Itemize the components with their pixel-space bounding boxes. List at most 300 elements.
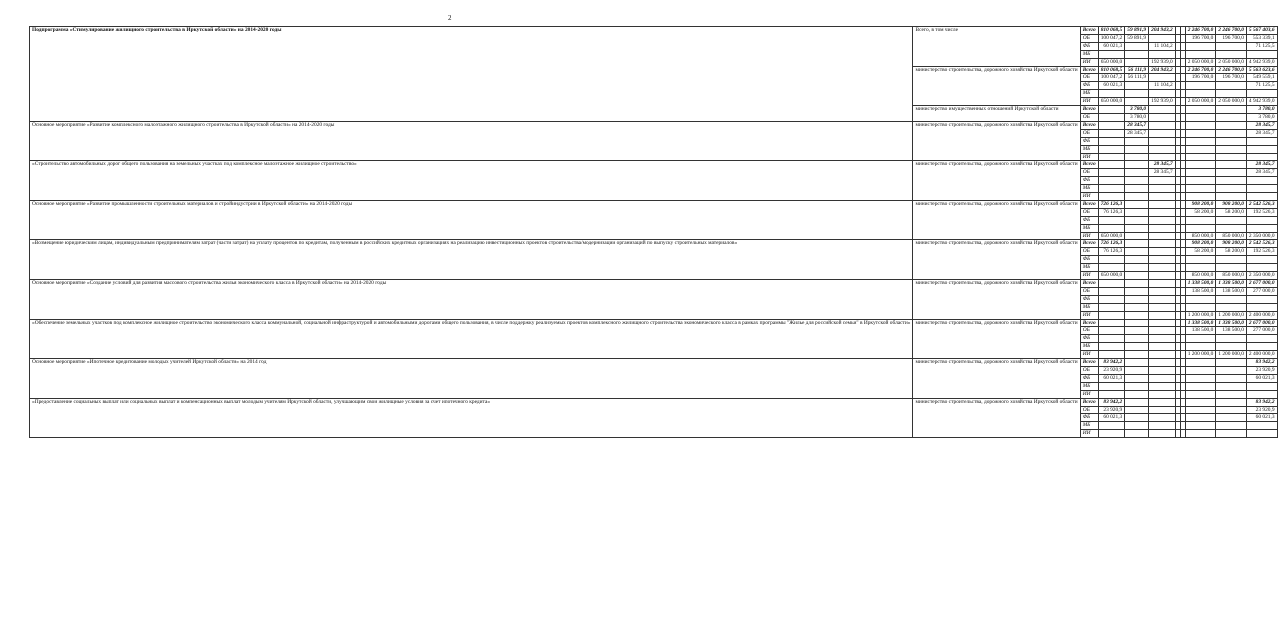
amount-cell: 60 021,3 <box>1246 374 1277 382</box>
amount-cell: 1 338 500,0 <box>1216 319 1247 327</box>
amount-cell: 850 000,0 <box>1216 272 1247 280</box>
amount-cell: 138 500,0 <box>1185 287 1216 295</box>
amount-cell: 3 780,0 <box>1125 106 1149 114</box>
amount-cell: 277 000,0 <box>1246 327 1277 335</box>
amount-cell <box>1185 359 1216 367</box>
executor-cell: министерство строительства, дорожного хозяйства Иркутской области <box>913 398 1080 438</box>
amount-cell <box>1098 351 1125 359</box>
amount-cell <box>1149 382 1176 390</box>
amount-cell: 1 338 500,0 <box>1185 280 1216 288</box>
amount-cell: 2 677 000,0 <box>1246 280 1277 288</box>
amount-cell <box>1149 137 1176 145</box>
amount-cell <box>1185 177 1216 185</box>
measure-name-cell: Подпрограмма «Стимулирование жилищного строительства в Иркутской области» на 2014-2020 годы <box>30 27 913 122</box>
executor-cell: министерство строительства, дорожного хозяйства Иркутской области <box>913 161 1080 201</box>
amount-cell: 192 526,3 <box>1246 208 1277 216</box>
amount-cell <box>1149 406 1176 414</box>
amount-cell <box>1149 106 1176 114</box>
funding-source-cell: ИИ <box>1080 430 1098 438</box>
measure-name-cell: «Строительство автомобильных дорог общего пользования на земельных участках под комплексное малоэтажное жилищное строительство» <box>30 161 913 201</box>
amount-cell <box>1246 185 1277 193</box>
amount-cell: 83 942,2 <box>1246 359 1277 367</box>
amount-cell <box>1149 232 1176 240</box>
amount-cell: 2 677 000,0 <box>1246 319 1277 327</box>
amount-cell: 196 700,0 <box>1185 34 1216 42</box>
amount-cell <box>1125 161 1149 169</box>
amount-cell <box>1125 327 1149 335</box>
amount-cell <box>1216 406 1247 414</box>
amount-cell <box>1185 303 1216 311</box>
amount-cell: 60 021,3 <box>1098 414 1125 422</box>
amount-cell: 204 943,2 <box>1149 66 1176 74</box>
amount-cell <box>1216 303 1247 311</box>
amount-cell <box>1246 177 1277 185</box>
amount-cell <box>1216 374 1247 382</box>
amount-cell <box>1149 177 1176 185</box>
amount-cell: 192 526,3 <box>1246 248 1277 256</box>
funding-source-cell: ИИ <box>1080 153 1098 161</box>
funding-source-cell: ОБ <box>1080 113 1098 121</box>
amount-cell: 1 200 000,0 <box>1185 351 1216 359</box>
amount-cell: 277 000,0 <box>1246 287 1277 295</box>
amount-cell <box>1125 366 1149 374</box>
amount-cell <box>1149 113 1176 121</box>
amount-cell <box>1246 137 1277 145</box>
amount-cell: 908 200,0 <box>1185 240 1216 248</box>
amount-cell <box>1125 343 1149 351</box>
amount-cell <box>1185 406 1216 414</box>
amount-cell: 2 400 000,0 <box>1246 311 1277 319</box>
amount-cell <box>1185 382 1216 390</box>
table-row <box>30 359 1278 367</box>
amount-cell <box>1216 256 1247 264</box>
amount-cell <box>1149 264 1176 272</box>
amount-cell <box>1185 82 1216 90</box>
funding-source-cell: ФБ <box>1080 414 1098 422</box>
amount-cell: 650 000,0 <box>1098 98 1125 106</box>
amount-cell <box>1149 303 1176 311</box>
amount-cell: 2 542 526,3 <box>1246 240 1277 248</box>
amount-cell <box>1185 295 1216 303</box>
amount-cell <box>1125 264 1149 272</box>
funding-source-cell: ФБ <box>1080 335 1098 343</box>
amount-cell <box>1098 50 1125 58</box>
amount-cell <box>1216 366 1247 374</box>
funding-source-cell: ОБ <box>1080 129 1098 137</box>
amount-cell: 1 200 000,0 <box>1185 311 1216 319</box>
amount-cell: 23 920,9 <box>1098 406 1125 414</box>
amount-cell <box>1185 129 1216 137</box>
amount-cell <box>1185 343 1216 351</box>
amount-cell <box>1125 382 1149 390</box>
funding-source-cell: ИИ <box>1080 58 1098 66</box>
amount-cell <box>1125 232 1149 240</box>
amount-cell <box>1216 224 1247 232</box>
amount-cell: 850 000,0 <box>1216 232 1247 240</box>
amount-cell: 138 500,0 <box>1216 287 1247 295</box>
amount-cell: 60 021,3 <box>1098 82 1125 90</box>
amount-cell <box>1149 256 1176 264</box>
amount-cell <box>1246 90 1277 98</box>
amount-cell <box>1125 177 1149 185</box>
funding-source-cell: ФБ <box>1080 295 1098 303</box>
amount-cell <box>1149 34 1176 42</box>
amount-cell: 650 000,0 <box>1098 58 1125 66</box>
amount-cell: 2 246 700,0 <box>1216 27 1247 35</box>
amount-cell <box>1216 169 1247 177</box>
amount-cell <box>1098 382 1125 390</box>
amount-cell <box>1185 121 1216 129</box>
amount-cell: 908 200,0 <box>1216 200 1247 208</box>
amount-cell <box>1149 430 1176 438</box>
amount-cell <box>1149 224 1176 232</box>
amount-cell <box>1216 382 1247 390</box>
funding-source-cell: ОБ <box>1080 34 1098 42</box>
amount-cell <box>1246 145 1277 153</box>
amount-cell <box>1216 185 1247 193</box>
amount-cell <box>1185 366 1216 374</box>
amount-cell <box>1246 224 1277 232</box>
amount-cell <box>1125 90 1149 98</box>
funding-source-cell: МБ <box>1080 303 1098 311</box>
amount-cell <box>1098 430 1125 438</box>
funding-source-cell: ФБ <box>1080 42 1098 50</box>
funding-source-cell: МБ <box>1080 422 1098 430</box>
amount-cell: 59 891,9 <box>1125 27 1149 35</box>
amount-cell <box>1216 42 1247 50</box>
amount-cell <box>1125 311 1149 319</box>
measure-name-cell: «Возмещение юридическим лицам, индивидуальным предпринимателям затрат (части затрат) на уплату процентов по кредитам, полученным в российских кредитных организациях на реализацию инвестиционных проектов строительства/модернизации организаций по выпуску строительных материалов» <box>30 240 913 280</box>
amount-cell <box>1125 319 1149 327</box>
funding-source-cell: Всего <box>1080 161 1098 169</box>
amount-cell <box>1149 359 1176 367</box>
executor-cell: министерство строительства, дорожного хозяйства Иркутской области <box>913 121 1080 161</box>
amount-cell <box>1125 280 1149 288</box>
amount-cell <box>1098 129 1125 137</box>
amount-cell: 3 780,0 <box>1246 106 1277 114</box>
amount-cell <box>1216 106 1247 114</box>
amount-cell <box>1185 193 1216 201</box>
amount-cell <box>1185 185 1216 193</box>
amount-cell <box>1185 216 1216 224</box>
amount-cell <box>1125 185 1149 193</box>
measure-name-cell: Основное мероприятие «Создание условий для развития массового строительства жилья экономического класса в Иркутской области» на 2014-2020 годы <box>30 280 913 320</box>
executor-cell: министерство имущественных отношений Иркутской области <box>913 106 1080 122</box>
funding-source-cell: ОБ <box>1080 406 1098 414</box>
funding-source-cell: ОБ <box>1080 366 1098 374</box>
amount-cell <box>1149 208 1176 216</box>
amount-cell <box>1125 240 1149 248</box>
amount-cell <box>1246 193 1277 201</box>
amount-cell: 58 200,0 <box>1185 248 1216 256</box>
amount-cell <box>1185 169 1216 177</box>
amount-cell: 60 021,3 <box>1246 414 1277 422</box>
amount-cell <box>1246 153 1277 161</box>
executor-cell: министерство строительства, дорожного хозяйства Иркутской области <box>913 200 1080 240</box>
amount-cell <box>1185 50 1216 58</box>
funding-source-cell: МБ <box>1080 185 1098 193</box>
amount-cell: 28 345,7 <box>1246 161 1277 169</box>
amount-cell <box>1185 256 1216 264</box>
amount-cell <box>1149 311 1176 319</box>
amount-cell <box>1098 224 1125 232</box>
amount-cell <box>1125 216 1149 224</box>
funding-source-cell: МБ <box>1080 224 1098 232</box>
amount-cell: 4 942 939,0 <box>1246 58 1277 66</box>
amount-cell: 60 021,3 <box>1098 42 1125 50</box>
table-row <box>30 161 1278 169</box>
amount-cell <box>1216 335 1247 343</box>
table-row <box>30 27 1278 35</box>
amount-cell: 4 942 939,0 <box>1246 98 1277 106</box>
funding-source-cell: Всего <box>1080 359 1098 367</box>
amount-cell: 28 345,7 <box>1149 161 1176 169</box>
amount-cell <box>1216 161 1247 169</box>
amount-cell <box>1185 113 1216 121</box>
amount-cell <box>1149 216 1176 224</box>
funding-source-cell: ОБ <box>1080 169 1098 177</box>
amount-cell <box>1098 422 1125 430</box>
amount-cell: 56 111,9 <box>1125 74 1149 82</box>
amount-cell <box>1216 422 1247 430</box>
amount-cell: 83 942,2 <box>1098 398 1125 406</box>
amount-cell: 58 200,0 <box>1216 248 1247 256</box>
amount-cell <box>1216 145 1247 153</box>
table-row <box>30 240 1278 248</box>
amount-cell <box>1125 414 1149 422</box>
amount-cell: 58 200,0 <box>1216 208 1247 216</box>
amount-cell <box>1125 50 1149 58</box>
amount-cell <box>1098 121 1125 129</box>
amount-cell <box>1125 287 1149 295</box>
amount-cell: 28 345,7 <box>1125 121 1149 129</box>
amount-cell: 1 200 000,0 <box>1216 351 1247 359</box>
funding-source-cell: Всего <box>1080 200 1098 208</box>
amount-cell <box>1125 208 1149 216</box>
amount-cell <box>1125 406 1149 414</box>
amount-cell: 2 350 000,0 <box>1246 232 1277 240</box>
amount-cell: 196 700,0 <box>1185 74 1216 82</box>
amount-cell <box>1098 145 1125 153</box>
funding-source-cell: Всего <box>1080 280 1098 288</box>
amount-cell <box>1125 303 1149 311</box>
amount-cell: 5 567 403,6 <box>1246 27 1277 35</box>
amount-cell <box>1125 169 1149 177</box>
amount-cell <box>1185 145 1216 153</box>
amount-cell <box>1125 193 1149 201</box>
amount-cell <box>1185 398 1216 406</box>
amount-cell: 83 942,2 <box>1098 359 1125 367</box>
funding-source-cell: ОБ <box>1080 208 1098 216</box>
amount-cell: 60 021,3 <box>1098 374 1125 382</box>
executor-cell: министерство строительства, дорожного хозяйства Иркутской области <box>913 319 1080 359</box>
amount-cell: 11 104,2 <box>1149 82 1176 90</box>
amount-cell <box>1216 121 1247 129</box>
amount-cell: 1 200 000,0 <box>1216 311 1247 319</box>
amount-cell <box>1216 264 1247 272</box>
amount-cell: 76 126,3 <box>1098 208 1125 216</box>
amount-cell: 28 345,7 <box>1246 121 1277 129</box>
amount-cell: 59 891,9 <box>1125 34 1149 42</box>
amount-cell <box>1185 422 1216 430</box>
amount-cell <box>1149 145 1176 153</box>
funding-source-cell: ОБ <box>1080 287 1098 295</box>
amount-cell: 553 339,1 <box>1246 34 1277 42</box>
amount-cell <box>1216 113 1247 121</box>
funding-source-cell: ФБ <box>1080 216 1098 224</box>
amount-cell <box>1149 90 1176 98</box>
measure-name-cell: Основное мероприятие «Ипотечное кредитование молодых учителей Иркутской области» на 2014 год <box>30 359 913 399</box>
amount-cell <box>1246 216 1277 224</box>
amount-cell: 650 000,0 <box>1098 272 1125 280</box>
amount-cell <box>1149 129 1176 137</box>
amount-cell <box>1185 390 1216 398</box>
measure-name-cell: «Обеспечение земельных участков под комплексное жилищное строительство экономического класса коммунальной, социальной инфраструктурой и автомобильными дорогами общего пользования, в числе поддержку реализуемых проектов комплексного жилищного строительства экономического класса в рамках программы "Жилье для российской семьи" в Иркутской области» <box>30 319 913 359</box>
amount-cell <box>1185 42 1216 50</box>
amount-cell <box>1216 193 1247 201</box>
amount-cell <box>1246 430 1277 438</box>
amount-cell: 28 345,7 <box>1246 169 1277 177</box>
amount-cell: 2 246 700,0 <box>1185 27 1216 35</box>
amount-cell <box>1125 430 1149 438</box>
measure-name-cell: Основное мероприятие «Развитие промышленности строительных материалов и стройиндустрии в Иркутской области» на 2014-2020 годы <box>30 200 913 240</box>
amount-cell: 2 542 526,3 <box>1246 200 1277 208</box>
amount-cell: 726 126,3 <box>1098 200 1125 208</box>
amount-cell <box>1098 319 1125 327</box>
funding-source-cell: ФБ <box>1080 82 1098 90</box>
amount-cell: 100 047,2 <box>1098 74 1125 82</box>
amount-cell <box>1125 98 1149 106</box>
amount-cell <box>1125 200 1149 208</box>
amount-cell <box>1246 256 1277 264</box>
amount-cell <box>1185 335 1216 343</box>
funding-source-cell: Всего <box>1080 240 1098 248</box>
amount-cell <box>1185 414 1216 422</box>
amount-cell <box>1149 287 1176 295</box>
amount-cell <box>1246 343 1277 351</box>
funding-source-cell: ФБ <box>1080 137 1098 145</box>
amount-cell <box>1185 153 1216 161</box>
amount-cell <box>1098 185 1125 193</box>
amount-cell <box>1149 390 1176 398</box>
amount-cell <box>1125 422 1149 430</box>
amount-cell: 83 942,2 <box>1246 398 1277 406</box>
amount-cell: 908 200,0 <box>1185 200 1216 208</box>
budget-table <box>29 26 1278 438</box>
amount-cell <box>1216 414 1247 422</box>
funding-source-cell: ИИ <box>1080 311 1098 319</box>
amount-cell: 23 920,9 <box>1246 406 1277 414</box>
amount-cell: 192 939,0 <box>1149 58 1176 66</box>
page-number: 2 <box>448 14 452 22</box>
amount-cell <box>1216 343 1247 351</box>
amount-cell: 726 126,3 <box>1098 240 1125 248</box>
amount-cell: 908 200,0 <box>1216 240 1247 248</box>
amount-cell <box>1216 398 1247 406</box>
amount-cell <box>1149 74 1176 82</box>
table-row <box>30 280 1278 288</box>
amount-cell: 2 050 000,0 <box>1185 98 1216 106</box>
amount-cell <box>1098 177 1125 185</box>
amount-cell: 2 246 700,0 <box>1216 66 1247 74</box>
amount-cell: 71 125,5 <box>1246 82 1277 90</box>
amount-cell <box>1185 161 1216 169</box>
amount-cell: 1 338 500,0 <box>1185 319 1216 327</box>
amount-cell: 2 050 000,0 <box>1216 98 1247 106</box>
amount-cell <box>1216 153 1247 161</box>
amount-cell: 28 345,7 <box>1125 129 1149 137</box>
amount-cell <box>1125 145 1149 153</box>
amount-cell <box>1149 280 1176 288</box>
amount-cell: 2 246 700,0 <box>1185 66 1216 74</box>
amount-cell <box>1185 430 1216 438</box>
amount-cell <box>1149 185 1176 193</box>
measure-name-cell: «Предоставление социальных выплат или социальных выплат и компенсационных выплат молодым учителям Иркутской области, улучшающим свои жилищные условия за счет ипотечного кредита» <box>30 398 913 438</box>
amount-cell <box>1246 422 1277 430</box>
funding-source-cell: Всего <box>1080 66 1098 74</box>
measure-name-cell: Основное мероприятие «Развитие комплексного малоэтажного жилищного строительства в Иркутской области» на 2014-2020 годы <box>30 121 913 161</box>
table-row <box>30 319 1278 327</box>
table-row <box>30 398 1278 406</box>
amount-cell: 2 050 000,0 <box>1185 58 1216 66</box>
amount-cell <box>1216 390 1247 398</box>
amount-cell <box>1185 374 1216 382</box>
amount-cell <box>1149 319 1176 327</box>
amount-cell <box>1125 58 1149 66</box>
amount-cell: 76 126,3 <box>1098 248 1125 256</box>
amount-cell <box>1246 382 1277 390</box>
amount-cell <box>1149 343 1176 351</box>
amount-cell <box>1125 248 1149 256</box>
amount-cell <box>1125 82 1149 90</box>
amount-cell: 28 345,7 <box>1149 169 1176 177</box>
amount-cell <box>1246 264 1277 272</box>
amount-cell <box>1125 398 1149 406</box>
table-row <box>30 121 1278 129</box>
amount-cell <box>1098 287 1125 295</box>
amount-cell <box>1149 374 1176 382</box>
amount-cell: 138 500,0 <box>1185 327 1216 335</box>
amount-cell: 196 700,0 <box>1216 34 1247 42</box>
amount-cell <box>1149 240 1176 248</box>
amount-cell <box>1149 272 1176 280</box>
amount-cell <box>1098 311 1125 319</box>
amount-cell <box>1246 335 1277 343</box>
amount-cell <box>1125 359 1149 367</box>
amount-cell <box>1125 42 1149 50</box>
amount-cell <box>1149 295 1176 303</box>
funding-source-cell: ИИ <box>1080 193 1098 201</box>
amount-cell <box>1246 303 1277 311</box>
amount-cell: 58 200,0 <box>1185 208 1216 216</box>
amount-cell <box>1098 193 1125 201</box>
funding-source-cell: МБ <box>1080 50 1098 58</box>
amount-cell <box>1098 264 1125 272</box>
amount-cell: 56 111,9 <box>1125 66 1149 74</box>
amount-cell: 100 047,2 <box>1098 34 1125 42</box>
amount-cell <box>1098 161 1125 169</box>
amount-cell: 650 000,0 <box>1098 232 1125 240</box>
amount-cell <box>1216 82 1247 90</box>
amount-cell <box>1185 106 1216 114</box>
amount-cell <box>1125 374 1149 382</box>
amount-cell <box>1098 327 1125 335</box>
amount-cell <box>1149 335 1176 343</box>
executor-cell: министерство строительства, дорожного хозяйства Иркутской области <box>913 66 1080 106</box>
amount-cell: 71 125,5 <box>1246 42 1277 50</box>
amount-cell <box>1149 422 1176 430</box>
amount-cell <box>1149 121 1176 129</box>
